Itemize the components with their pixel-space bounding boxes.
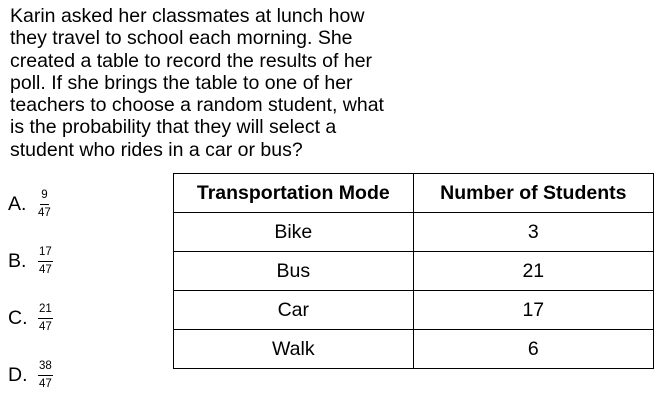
fraction-denominator: 47 [39,377,52,390]
question-line: they travel to school each morning. She [10,27,353,50]
table-header-row [174,174,654,213]
mode-cell: Bike [174,213,414,252]
choice-letter: C. [8,306,28,329]
choice-fraction [38,360,53,391]
answer-choice-b[interactable] [8,241,53,281]
question-line: teachers to choose a random student, what [10,94,384,117]
mode-cell: Walk [174,330,414,369]
choice-fraction [38,303,53,334]
count-cell: 17 [413,291,653,330]
mode-cell: Bus [174,252,414,291]
fraction-numerator: 21 [38,303,53,319]
question-text [10,5,410,161]
count-cell: 21 [413,252,653,291]
table-row [174,330,654,369]
question-line: is the probability that they will select a [10,116,337,139]
column-header-mode: Transportation Mode [174,174,414,213]
answer-choice-d[interactable] [8,355,53,395]
choice-fraction [38,246,53,277]
question-line: poll. If she brings the table to one of her [10,71,353,94]
choice-letter: B. [8,249,27,272]
question-line: student who rides in a car or bus? [10,138,303,161]
choice-letter: D. [8,363,28,386]
table-row [174,291,654,330]
answer-choice-c[interactable] [8,298,53,338]
fraction-numerator: 9 [40,189,48,205]
fraction-numerator: 38 [38,360,53,376]
fraction-denominator: 47 [39,320,52,333]
fraction-numerator: 17 [38,246,53,262]
answer-choice-a[interactable] [8,184,51,224]
count-cell: 6 [413,330,653,369]
fraction-denominator: 47 [38,206,51,219]
count-cell: 3 [413,213,653,252]
question-line: Karin asked her classmates at lunch how [10,5,365,27]
choice-letter: A. [8,192,27,215]
table-row [174,213,654,252]
transportation-table [173,173,654,369]
column-header-count: Number of Students [413,174,653,213]
mode-cell: Car [174,291,414,330]
fraction-denominator: 47 [39,263,52,276]
choice-fraction [38,189,51,220]
question-line: created a table to record the results of her [10,49,373,72]
table-row [174,252,654,291]
